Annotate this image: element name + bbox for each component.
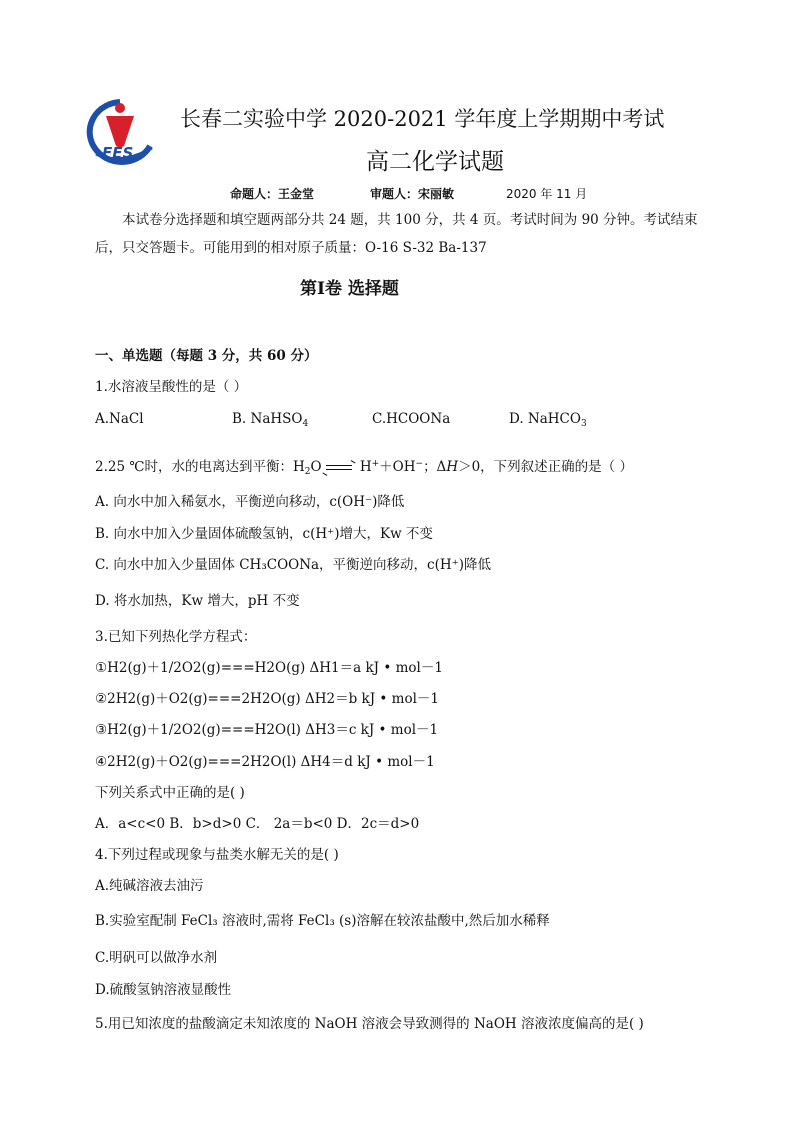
q4-option-b: B.实验室配制 FeCl₃ 溶液时,需将 FeCl₃ (s)溶解在较浓盐酸中,然后加水稀释 bbox=[95, 913, 550, 929]
school-title: 长春二实验中学 2020-2021 学年度上学期期中考试 bbox=[180, 107, 665, 131]
q1-option-c: C.HCOONa bbox=[372, 411, 451, 427]
q1-option-d: D. NaHCO$_3$ bbox=[509, 411, 587, 429]
q2-option-d: D. 将水加热，Kw 增大，pH 不变 bbox=[95, 593, 300, 609]
q4-stem: 4.下列过程或现象与盐类水解无关的是( ) bbox=[95, 847, 339, 863]
part-title: 一、单选题（每题 3 分，共 60 分） bbox=[95, 348, 318, 364]
reviewer-label: 审题人：宋丽敏 bbox=[370, 187, 455, 201]
author-label: 命题人：王金堂 bbox=[230, 187, 315, 201]
q3-equation-4: ④2H2(g)＋O2(g)===2H2O(l) ΔH4＝d kJ • mol－1 bbox=[95, 754, 435, 770]
q5-stem: 5.用已知浓度的盐酸滴定未知浓度的 NaOH 溶液会导致测得的 NaOH 溶液浓度偏高的是( ) bbox=[95, 1016, 644, 1032]
q3-equation-3: ③H2(g)＋1/2O2(g)===H2O(l) ΔH3＝c kJ • mol－1 bbox=[95, 722, 439, 738]
q4-option-d: D.硫酸氢钠溶液显酸性 bbox=[95, 982, 232, 998]
q1-option-a: A.NaCl bbox=[95, 411, 144, 427]
q2-option-b: B. 向水中加入少量固体硫酸氢钠，c(H⁺)增大，Kw 不变 bbox=[95, 526, 433, 542]
intro-line-1: 本试卷分选择题和填空题两部分共 24 题，共 100 分，共 4 页。考试时间为 90 分钟。考试结束 bbox=[122, 212, 698, 228]
subject-title: 高二化学试题 bbox=[366, 149, 504, 175]
q3-equation-1: ①H2(g)＋1/2O2(g)===H2O(g) ΔH1＝a kJ • mol－1 bbox=[95, 660, 443, 676]
q2-option-a: A. 向水中加入稀氨水，平衡逆向移动，c(OH⁻)降低 bbox=[95, 494, 405, 510]
q4-option-c: C.明矾可以做净水剂 bbox=[95, 950, 218, 966]
section-title: 第Ⅰ卷 选择题 bbox=[300, 279, 399, 299]
q1-option-b: B. NaHSO$_4$ bbox=[232, 411, 309, 429]
q2-option-c: C. 向水中加入少量固体 CH₃COONa，平衡逆向移动，c(H⁺)降低 bbox=[95, 557, 492, 573]
exam-date: 2020 年 11 月 bbox=[506, 187, 588, 201]
q2-stem: 2.25 ℃时，水的电离达到平衡：$H_2O$ H+＋OH−；ΔH＞0，下列叙述正确的是（ ） bbox=[95, 459, 633, 477]
q1-stem: 1.水溶液呈酸性的是（ ） bbox=[95, 379, 248, 395]
school-logo bbox=[80, 96, 160, 168]
svg-text:FES: FES bbox=[102, 144, 134, 162]
q4-option-a: A.纯碱溶液去油污 bbox=[95, 878, 204, 894]
equilibrium-arrow-icon bbox=[326, 464, 352, 472]
q3-equation-2: ②2H2(g)＋O2(g)===2H2O(g) ΔH2＝b kJ • mol－1 bbox=[95, 691, 439, 707]
q3-stem: 3.已知下列热化学方程式： bbox=[95, 629, 257, 645]
q3-options: A．a<c<0 B．b>d>0 C． 2a＝b<0 D．2c＝d>0 bbox=[95, 816, 420, 832]
q3-question: 下列关系式中正确的是( ) bbox=[95, 785, 245, 801]
intro-line-2: 后，只交答题卡。可能用到的相对原子质量：O-16 S-32 Ba-137 bbox=[95, 240, 487, 256]
